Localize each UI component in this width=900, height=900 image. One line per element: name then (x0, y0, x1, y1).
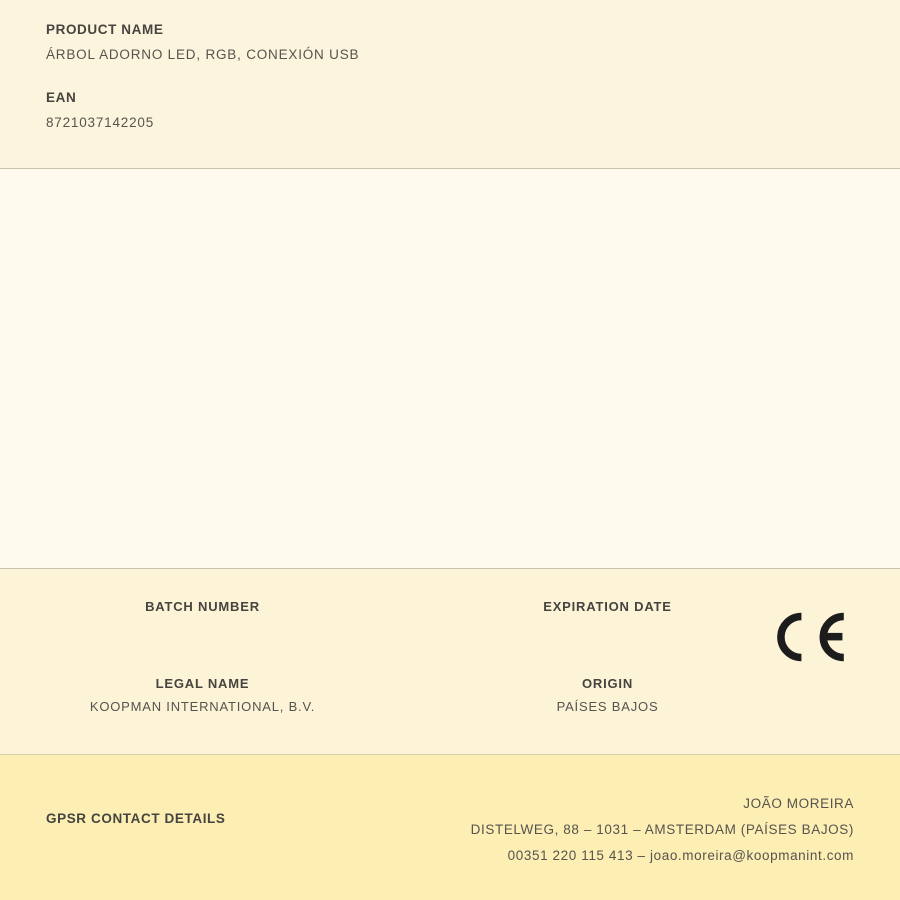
product-name-value: ÁRBOL ADORNO LED, RGB, CONEXIÓN USB (46, 47, 360, 62)
details-row-bottom (0, 636, 900, 714)
batch-number-value (0, 622, 405, 636)
origin-label: ORIGIN (581, 676, 634, 691)
product-details-block (0, 569, 900, 755)
ce-marking-icon (770, 609, 852, 665)
gpsr-contact-block (0, 755, 900, 900)
product-name-label: PRODUCT NAME (46, 22, 164, 37)
expiration-date-value (405, 622, 810, 636)
batch-number-field (0, 599, 405, 636)
product-image-area (0, 169, 900, 569)
origin-value: PAÍSES BAJOS (556, 699, 659, 714)
gpsr-contact-label: GPSR CONTACT DETAILS (46, 811, 226, 826)
batch-number-label: BATCH NUMBER (145, 599, 260, 614)
legal-name-value: KOOPMAN INTERNATIONAL, B.V. (89, 699, 316, 714)
ean-value: 8721037142205 (46, 115, 155, 130)
origin-field (405, 676, 810, 714)
ean-label: EAN (46, 90, 77, 105)
gpsr-contact-address: DISTELWEG, 88 – 1031 – AMSTERDAM (PAÍSES BAJOS) (470, 822, 854, 837)
legal-name-field (0, 676, 405, 714)
gpsr-contact-phone-email: 00351 220 115 413 – joao.moreira@koopmanint.com (507, 848, 854, 863)
expiration-date-label: EXPIRATION DATE (543, 599, 672, 614)
legal-name-label: LEGAL NAME (155, 676, 250, 691)
expiration-date-field (405, 599, 810, 636)
gpsr-contact-name: JOÃO MOREIRA (743, 796, 854, 811)
gpsr-contact-details (471, 791, 854, 869)
details-row-top (0, 569, 900, 636)
product-info-block (0, 0, 900, 169)
